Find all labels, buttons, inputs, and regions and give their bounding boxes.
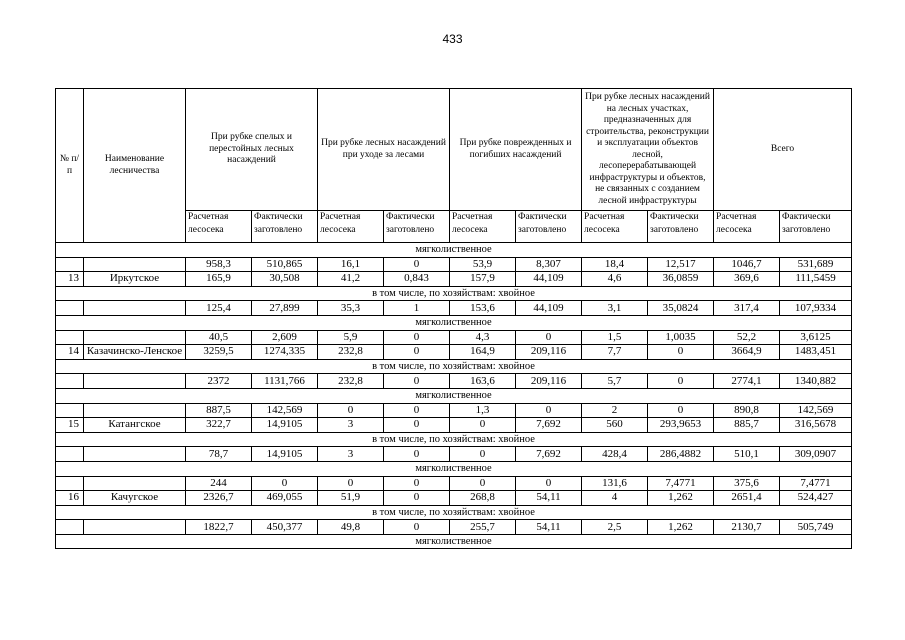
- table-row: [56, 345, 852, 360]
- value-cell: 209,116: [516, 374, 582, 389]
- value-cell: 0: [384, 520, 450, 535]
- value-cell: 5,9: [318, 330, 384, 345]
- section-row: [56, 243, 852, 258]
- value-cell: 0: [384, 447, 450, 462]
- section-label: мягколиственное: [56, 243, 852, 258]
- value-cell: 369,6: [714, 272, 780, 287]
- table-row: [56, 447, 852, 462]
- section-label: в том числе, по хозяйствам: хвойное: [56, 432, 852, 447]
- subheader-planned: Расчетная лесосека: [582, 211, 648, 243]
- table-row: [56, 418, 852, 433]
- value-cell: 510,1: [714, 447, 780, 462]
- forestry-name: Иркутское: [84, 272, 186, 287]
- forestry-name: [84, 476, 186, 491]
- value-cell: 1,5: [582, 330, 648, 345]
- section-label: мягколиственное: [56, 534, 852, 549]
- value-cell: 0: [318, 476, 384, 491]
- value-cell: 7,692: [516, 418, 582, 433]
- table-row: [56, 403, 852, 418]
- section-row: [56, 359, 852, 374]
- section-row: [56, 315, 852, 330]
- value-cell: 3664,9: [714, 345, 780, 360]
- value-cell: 8,307: [516, 257, 582, 272]
- value-cell: 153,6: [450, 301, 516, 316]
- header-group-total: Всего: [714, 89, 852, 211]
- value-cell: 1046,7: [714, 257, 780, 272]
- value-cell: 142,569: [780, 403, 852, 418]
- value-cell: 131,6: [582, 476, 648, 491]
- section-row: [56, 388, 852, 403]
- header-name: Наименование лесничества: [84, 89, 186, 243]
- value-cell: 232,8: [318, 374, 384, 389]
- page-number: 433: [442, 32, 463, 46]
- header-group-construction: При рубке лесных насаждений на лесных участках, предназначенных для строительства, реконструкции и эксплуатации объектов лесной, лесоперерабатывающей инфраструктуры и объектов, не связанных с созданием лесной инфраструктуры: [582, 89, 714, 211]
- value-cell: 7,7: [582, 345, 648, 360]
- value-cell: 1131,766: [252, 374, 318, 389]
- value-cell: 885,7: [714, 418, 780, 433]
- value-cell: 35,0824: [648, 301, 714, 316]
- row-number: 13: [56, 272, 84, 287]
- value-cell: 125,4: [186, 301, 252, 316]
- forestry-name: [84, 403, 186, 418]
- forestry-name: [84, 374, 186, 389]
- value-cell: 2130,7: [714, 520, 780, 535]
- subheader-planned: Расчетная лесосека: [318, 211, 384, 243]
- table-row: [56, 301, 852, 316]
- section-row: [56, 286, 852, 301]
- section-row: [56, 461, 852, 476]
- subheader-actual: Фактически заготовлено: [516, 211, 582, 243]
- value-cell: 12,517: [648, 257, 714, 272]
- value-cell: 232,8: [318, 345, 384, 360]
- subheader-planned: Расчетная лесосека: [714, 211, 780, 243]
- value-cell: 316,5678: [780, 418, 852, 433]
- row-number: [56, 330, 84, 345]
- table-row: [56, 520, 852, 535]
- value-cell: 505,749: [780, 520, 852, 535]
- value-cell: 887,5: [186, 403, 252, 418]
- value-cell: 531,689: [780, 257, 852, 272]
- value-cell: 958,3: [186, 257, 252, 272]
- value-cell: 2326,7: [186, 491, 252, 506]
- subheader-actual: Фактически заготовлено: [648, 211, 714, 243]
- forestry-name: Качугское: [84, 491, 186, 506]
- value-cell: 0: [648, 403, 714, 418]
- row-number: [56, 301, 84, 316]
- value-cell: 27,899: [252, 301, 318, 316]
- value-cell: 165,9: [186, 272, 252, 287]
- value-cell: 1822,7: [186, 520, 252, 535]
- table-row: [56, 330, 852, 345]
- section-label: в том числе, по хозяйствам: хвойное: [56, 505, 852, 520]
- value-cell: 293,9653: [648, 418, 714, 433]
- value-cell: 7,692: [516, 447, 582, 462]
- value-cell: 560: [582, 418, 648, 433]
- value-cell: 157,9: [450, 272, 516, 287]
- value-cell: 2,5: [582, 520, 648, 535]
- header-num: № п/п: [56, 89, 84, 243]
- subheader-planned: Расчетная лесосека: [450, 211, 516, 243]
- value-cell: 107,9334: [780, 301, 852, 316]
- value-cell: 0: [450, 476, 516, 491]
- row-number: 16: [56, 491, 84, 506]
- section-row: [56, 534, 852, 549]
- value-cell: 36,0859: [648, 272, 714, 287]
- value-cell: 244: [186, 476, 252, 491]
- value-cell: 2372: [186, 374, 252, 389]
- value-cell: 52,2: [714, 330, 780, 345]
- header-group-mature: При рубке спелых и перестойных лесных насаждений: [186, 89, 318, 211]
- value-cell: 1,262: [648, 520, 714, 535]
- forestry-name: [84, 447, 186, 462]
- value-cell: 1274,335: [252, 345, 318, 360]
- row-number: [56, 447, 84, 462]
- table-body: [56, 243, 852, 549]
- forestry-name: [84, 330, 186, 345]
- value-cell: 4: [582, 491, 648, 506]
- value-cell: 54,11: [516, 520, 582, 535]
- value-cell: 0: [384, 374, 450, 389]
- subheader-actual: Фактически заготовлено: [252, 211, 318, 243]
- value-cell: 209,116: [516, 345, 582, 360]
- value-cell: 0: [516, 330, 582, 345]
- value-cell: 49,8: [318, 520, 384, 535]
- value-cell: 2774,1: [714, 374, 780, 389]
- row-number: [56, 374, 84, 389]
- value-cell: 7,4771: [648, 476, 714, 491]
- forestry-name: [84, 257, 186, 272]
- value-cell: 0: [384, 330, 450, 345]
- value-cell: 322,7: [186, 418, 252, 433]
- value-cell: 51,9: [318, 491, 384, 506]
- value-cell: 2: [582, 403, 648, 418]
- row-number: [56, 403, 84, 418]
- value-cell: 0: [516, 403, 582, 418]
- value-cell: 1: [384, 301, 450, 316]
- value-cell: 3259,5: [186, 345, 252, 360]
- forestry-name: [84, 301, 186, 316]
- value-cell: 4,6: [582, 272, 648, 287]
- value-cell: 4,3: [450, 330, 516, 345]
- value-cell: 3: [318, 418, 384, 433]
- table-row: [56, 257, 852, 272]
- value-cell: 78,7: [186, 447, 252, 462]
- value-cell: 0: [450, 447, 516, 462]
- value-cell: 0: [648, 374, 714, 389]
- value-cell: 44,109: [516, 301, 582, 316]
- value-cell: 7,4771: [780, 476, 852, 491]
- section-label: мягколиственное: [56, 388, 852, 403]
- value-cell: 5,7: [582, 374, 648, 389]
- value-cell: 1,3: [450, 403, 516, 418]
- value-cell: 2651,4: [714, 491, 780, 506]
- value-cell: 309,0907: [780, 447, 852, 462]
- subheader-planned: Расчетная лесосека: [186, 211, 252, 243]
- value-cell: 1,0035: [648, 330, 714, 345]
- value-cell: 14,9105: [252, 418, 318, 433]
- row-number: [56, 257, 84, 272]
- value-cell: 0: [384, 345, 450, 360]
- value-cell: 255,7: [450, 520, 516, 535]
- value-cell: 469,055: [252, 491, 318, 506]
- value-cell: 0: [252, 476, 318, 491]
- value-cell: 3,6125: [780, 330, 852, 345]
- value-cell: 0: [384, 491, 450, 506]
- value-cell: 35,3: [318, 301, 384, 316]
- value-cell: 268,8: [450, 491, 516, 506]
- value-cell: 890,8: [714, 403, 780, 418]
- value-cell: 2,609: [252, 330, 318, 345]
- value-cell: 0: [516, 476, 582, 491]
- value-cell: 0: [384, 257, 450, 272]
- value-cell: 0: [384, 476, 450, 491]
- subheader-actual: Фактически заготовлено: [780, 211, 852, 243]
- value-cell: 164,9: [450, 345, 516, 360]
- value-cell: 3: [318, 447, 384, 462]
- value-cell: 14,9105: [252, 447, 318, 462]
- value-cell: 1340,882: [780, 374, 852, 389]
- row-number: 15: [56, 418, 84, 433]
- value-cell: 0: [384, 403, 450, 418]
- value-cell: 0: [318, 403, 384, 418]
- table-row: [56, 272, 852, 287]
- value-cell: 524,427: [780, 491, 852, 506]
- header-group-damaged: При рубке поврежденных и погибших насаждений: [450, 89, 582, 211]
- value-cell: 163,6: [450, 374, 516, 389]
- value-cell: 54,11: [516, 491, 582, 506]
- table-row: [56, 476, 852, 491]
- value-cell: 0,843: [384, 272, 450, 287]
- forestry-name: Казачинско-Ленское: [84, 345, 186, 360]
- row-number: 14: [56, 345, 84, 360]
- section-row: [56, 505, 852, 520]
- value-cell: 16,1: [318, 257, 384, 272]
- value-cell: 286,4882: [648, 447, 714, 462]
- value-cell: 450,377: [252, 520, 318, 535]
- value-cell: 41,2: [318, 272, 384, 287]
- row-number: [56, 520, 84, 535]
- row-number: [56, 476, 84, 491]
- header-group-care: При рубке лесных насаждений при уходе за лесами: [318, 89, 450, 211]
- value-cell: 1,262: [648, 491, 714, 506]
- value-cell: 40,5: [186, 330, 252, 345]
- value-cell: 142,569: [252, 403, 318, 418]
- section-row: [56, 432, 852, 447]
- value-cell: 0: [648, 345, 714, 360]
- value-cell: 0: [384, 418, 450, 433]
- subheader-actual: Фактически заготовлено: [384, 211, 450, 243]
- value-cell: 375,6: [714, 476, 780, 491]
- value-cell: 30,508: [252, 272, 318, 287]
- forestry-name: [84, 520, 186, 535]
- value-cell: 0: [450, 418, 516, 433]
- value-cell: 18,4: [582, 257, 648, 272]
- section-label: в том числе, по хозяйствам: хвойное: [56, 286, 852, 301]
- value-cell: 3,1: [582, 301, 648, 316]
- value-cell: 510,865: [252, 257, 318, 272]
- forestry-table: [55, 88, 852, 549]
- value-cell: 53,9: [450, 257, 516, 272]
- table-row: [56, 491, 852, 506]
- section-label: мягколиственное: [56, 461, 852, 476]
- value-cell: 1483,451: [780, 345, 852, 360]
- value-cell: 428,4: [582, 447, 648, 462]
- forestry-name: Катангское: [84, 418, 186, 433]
- value-cell: 111,5459: [780, 272, 852, 287]
- section-label: в том числе, по хозяйствам: хвойное: [56, 359, 852, 374]
- value-cell: 317,4: [714, 301, 780, 316]
- section-label: мягколиственное: [56, 315, 852, 330]
- table-row: [56, 374, 852, 389]
- value-cell: 44,109: [516, 272, 582, 287]
